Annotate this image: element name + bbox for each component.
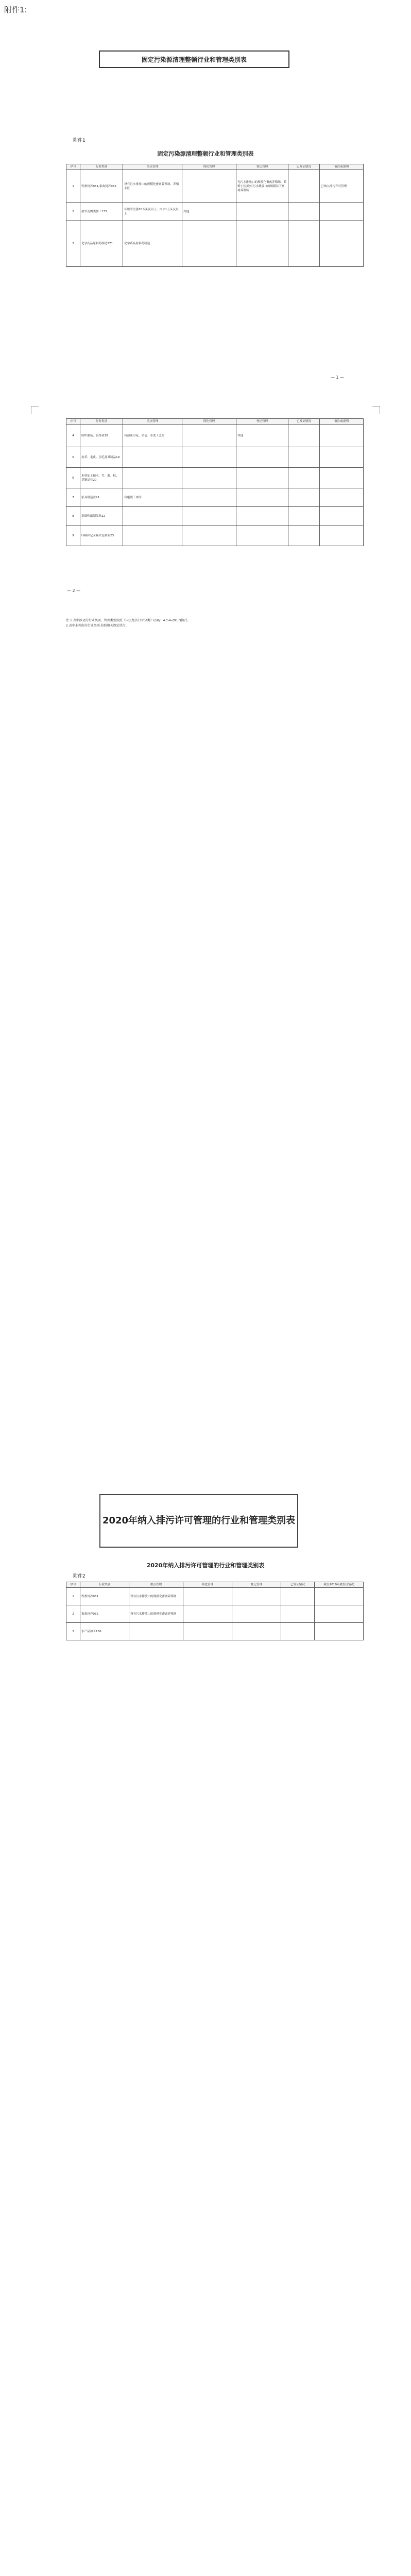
cell [236,447,288,468]
cell [315,1588,364,1605]
header-cell: 已发证情况 [281,1582,315,1588]
header-cell: 备注或说明 [320,419,364,425]
cell: 设有污水排放口的规模化畜禽养殖场、养殖小区 [123,170,182,203]
table-row [66,170,364,203]
document-page-1 [0,0,411,392]
cell [182,170,236,203]
cell [288,526,320,546]
cell: 木材加工和木、竹、藤、棕、草制品业20 [80,468,123,488]
data-table-section-2 [66,1582,364,1640]
cell [320,221,364,267]
table-row [66,507,364,526]
cell: 3 [66,1623,80,1640]
header-cell: 重点管理 [123,164,182,170]
document-title: 固定污染源清理整顿行业和管理类别表 [99,50,289,68]
cell: 屠宰及肉类加工135 [80,203,123,221]
cell [320,468,364,488]
cell [320,488,364,507]
table-header-row [66,419,364,425]
table-row [66,1588,364,1605]
table-row [66,1605,364,1623]
cell: 家具制造业21 [80,488,123,507]
cell [129,1623,183,1640]
cell: 无污水排放口的规模化畜禽养殖场、养殖小区;设有污水排放口的规模以下畜禽养殖场 [236,170,288,203]
cell [288,447,320,468]
cell [288,203,320,221]
section-2-title: 2020年纳入排污许可管理的行业和管理类别表 [99,1494,298,1548]
cell: 纺织服装、服饰业18 [80,425,123,447]
cell: 皮革、毛皮、羽毛及其制品19 [80,447,123,468]
header-cell: 重点管理 [129,1582,183,1588]
document-page-section-2 [0,1370,411,1659]
document-page-2 [0,397,411,603]
cell [320,203,364,221]
header-cell: 序号 [66,164,80,170]
cell: 7 [66,488,80,507]
cell [182,488,236,507]
page-number: — 2 — [67,588,81,593]
cell: 已纳入排污许可管理 [320,170,364,203]
table-2-title: 2020年纳入排污许可管理的行业和管理类别表 [146,1562,265,1569]
cell [281,1623,315,1640]
cell: 2 [66,203,80,221]
header-cell: 截至2019年底发证情况 [315,1582,364,1588]
cell: 印刷和记录媒介复制业23 [80,526,123,546]
cell: 造纸和纸制品业22 [80,507,123,526]
cell: 年屠宰生猪10万头及以上、肉牛1万头及以上 [123,203,182,221]
cell [123,507,182,526]
cell: 2 [66,1605,80,1623]
header-cell: 序号 [66,1582,80,1588]
cell: 其他 [236,425,288,447]
annex-number: 附件1 [73,138,85,143]
page-number: — 1 — [330,375,344,380]
header-cell: 登记管理 [236,164,288,170]
cell [182,447,236,468]
cell [315,1623,364,1640]
header-cell: 已发证情况 [288,164,320,170]
table-notes [66,618,345,629]
cell [183,1623,232,1640]
cell: 有湿法印花、染色、水洗工艺的 [123,425,182,447]
cell: 家禽饲养032 [80,1605,129,1623]
cell [182,468,236,488]
cell [281,1588,315,1605]
data-table-page-1 [66,164,364,267]
cell [288,170,320,203]
cell: 8 [66,507,80,526]
header-cell: 行业类别 [80,164,123,170]
cell [182,425,236,447]
header-cell: 备注或说明 [320,164,364,170]
header-cell: 登记管理 [236,419,288,425]
note-line: 2.表中未列出的行业类别,按照相关规定执行。 [66,624,129,628]
header-cell: 行业类别 [80,419,123,425]
cell [182,507,236,526]
data-table-page-2 [66,418,364,546]
cell: 1 [66,170,80,203]
annex-2-number: 附件2 [73,1574,85,1579]
cell: 6 [66,468,80,488]
cell: 设有污水排放口的规模化畜禽养殖场 [129,1588,183,1605]
cell [123,468,182,488]
table-header-row [66,1582,364,1588]
cell: 4 [66,425,80,447]
cell [288,425,320,447]
cell [183,1588,232,1605]
cell: 其他 [182,203,236,221]
table-title: 固定污染源清理整顿行业和管理类别表 [157,150,254,157]
cell: 设有污水排放口的规模化畜禽养殖场 [129,1605,183,1623]
cell: 牲畜饲养031 [80,1588,129,1605]
header-cell: 重点管理 [123,419,182,425]
header-cell: 序号 [66,419,80,425]
cell: 水产品加工136 [80,1623,129,1640]
cell: 5 [66,447,80,468]
cell [320,425,364,447]
cell: 化学药品原料药制造271 [80,221,123,267]
table-row [66,425,364,447]
cell [320,447,364,468]
cell [236,221,288,267]
cell [236,507,288,526]
cell [232,1588,281,1605]
header-cell: 登记管理 [232,1582,281,1588]
cell: 牲畜饲养031,家禽饲养032 [80,170,123,203]
cell [236,526,288,546]
header-cell: 简化管理 [182,164,236,170]
cell [281,1605,315,1623]
cell: 有电镀工序的 [123,488,182,507]
table-row [66,447,364,468]
cell: 化学药品原料药制造 [123,221,182,267]
table-row [66,488,364,507]
table-row [66,1623,364,1640]
cell [315,1605,364,1623]
cell: 3 [66,221,80,267]
note-line: 注:1.表中涉及的行业类别、管理类别按照《国民经济行业分类》(GB/T 4754-2017)执行。 [66,619,191,622]
cell [123,447,182,468]
table-row [66,526,364,546]
cell [123,526,182,546]
cell [288,221,320,267]
cell [288,507,320,526]
cell [182,221,236,267]
cell [182,526,236,546]
cell [232,1605,281,1623]
header-cell: 简化管理 [183,1582,232,1588]
cell: 9 [66,526,80,546]
table-row [66,203,364,221]
annex-label: 附件1: [4,5,27,14]
cell [320,507,364,526]
cell [320,526,364,546]
header-cell: 已发证情况 [288,419,320,425]
header-cell: 简化管理 [182,419,236,425]
cell [288,488,320,507]
cell [236,488,288,507]
table-row [66,221,364,267]
table-row [66,468,364,488]
cell [232,1623,281,1640]
header-cell: 行业类别 [80,1582,129,1588]
cell [236,203,288,221]
cell [288,468,320,488]
cell [183,1605,232,1623]
table-header-row [66,164,364,170]
cell: 1 [66,1588,80,1605]
cell [236,468,288,488]
